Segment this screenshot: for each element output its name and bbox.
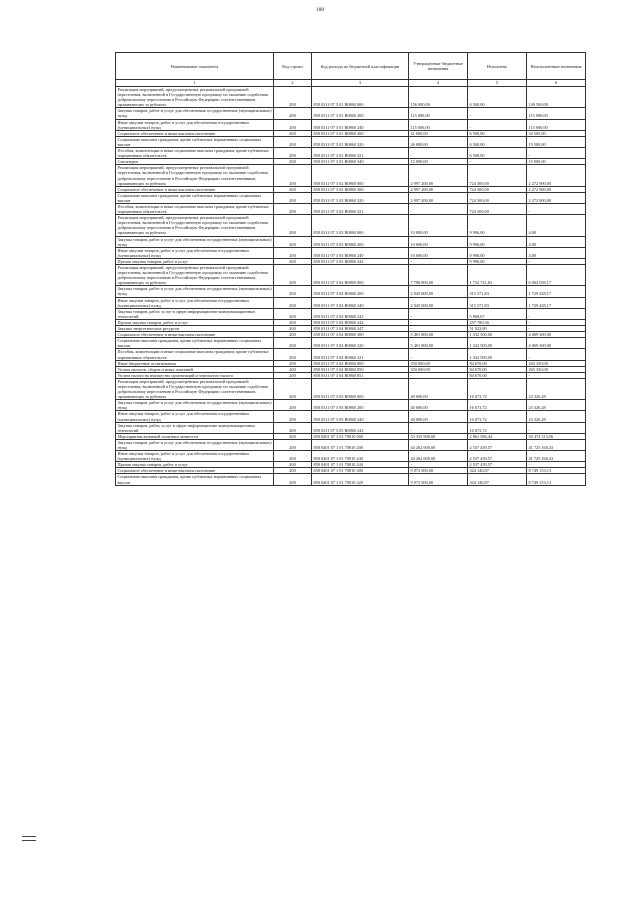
cell-executed: 315 571,83 (468, 297, 527, 308)
cell-classification: 858 0311 07 3 04 R0860 200 (312, 286, 409, 297)
cell-executed: 1 732 741,83 (468, 265, 527, 286)
cell-remaining: - (527, 148, 586, 159)
cell-approved: 350 000,00 (409, 360, 468, 366)
cell-remaining: - (527, 308, 586, 319)
column-number: 2 (274, 80, 312, 87)
column-number: 6 (527, 80, 586, 87)
cell-code: 200 (274, 411, 312, 422)
cell-executed: 2 537 439,57 (468, 462, 527, 468)
cell-remaining: 6 064 058,17 (527, 265, 586, 286)
cell-name: Социальные выплаты гражданам, кроме публичных нормативных социальных выплат (116, 136, 274, 147)
cell-remaining: 4,00 (527, 236, 586, 247)
cell-executed: 6 500,00 (468, 148, 527, 159)
cell-remaining: 115 000,00 (527, 108, 586, 119)
cell-remaining: 50 474 313,56 (527, 433, 586, 439)
cell-code: 200 (274, 108, 312, 119)
cell-code: 200 (274, 326, 312, 332)
cell-classification: 858 0311 07 3 01 R0860 340 (312, 159, 409, 165)
column-number: 5 (468, 80, 527, 87)
cell-name: Пособия, компенсации и иные социальные выплаты гражданам, кроме публичных нормативных обязательств (116, 203, 274, 214)
cell-classification: 858 0311 07 3 02 R0860 300 (312, 186, 409, 192)
cell-name: Мероприятия активной политики занятости (116, 433, 274, 439)
cell-code: 200 (274, 378, 312, 399)
cell-approved: - (409, 148, 468, 159)
cell-name: Закупка товаров, работ, услуг в сфере информационно-коммуникационных технологий (116, 308, 274, 319)
cell-name: Закупка товаров, работ и услуг для обеспечения государственных (муниципальных) нужд (117, 439, 272, 450)
cell-classification: 858 0401 07 1 01 70810 244 (312, 462, 409, 468)
cell-code: 200 (274, 247, 312, 258)
cell-approved: 44 262 600,00 (409, 439, 468, 450)
cell-remaining: 23 326,28 (527, 400, 586, 411)
cell-executed: 5 868,67 (468, 308, 527, 319)
cell-executed: 16 673,72 (468, 422, 527, 433)
table-row (116, 349, 586, 360)
cell-approved: 2 045 000,00 (409, 297, 468, 308)
cell-code: 200 (274, 165, 312, 186)
cell-executed: 84 670,00 (468, 372, 527, 378)
cell-name: Прочая закупка товаров, работ и услуг (116, 462, 274, 468)
margin-mark (22, 840, 36, 841)
table-row (116, 338, 586, 349)
cell-executed: 1 332 500,00 (468, 338, 527, 349)
cell-approved: - (409, 326, 468, 332)
cell-name: Иные закупки товаров, работ и услуг для обеспечения государственных (муниципальных) нужд (116, 119, 274, 130)
cell-code: 200 (274, 130, 312, 136)
cell-name: Иные закупки товаров, работ и услуг для обеспечения государственных (муниципальных) нужд (116, 411, 274, 422)
column-number: 4 (409, 80, 468, 87)
cell-approved: 26 000,00 (409, 136, 468, 147)
cell-executed: 6 500,00 (468, 136, 527, 147)
cell-code: 200 (274, 186, 312, 192)
cell-remaining: 149 500,00 (527, 87, 586, 108)
cell-code: 200 (274, 308, 312, 319)
cell-classification: 858 0401 07 1 01 70810 200 (312, 439, 409, 450)
table-row (116, 378, 586, 399)
cell-classification: 858 0311 07 3 03 R0860 200 (312, 236, 409, 247)
cell-code: 200 (274, 215, 312, 236)
cell-remaining: 23 326,28 (527, 378, 586, 399)
cell-executed: 2 537 439,57 (468, 451, 527, 462)
cell-remaining: - (527, 372, 586, 378)
cell-name: Реализация мероприятий, предусмотренных региональной программой переселения, включенной в Государственную программу по оказанию содействия добровольному переселению в Российскую Федерацию соотечественников, проживающих за рубежом (116, 265, 274, 286)
cell-classification: 858 0311 07 3 05 R0860 000 (312, 378, 409, 399)
cell-executed: 16 673,72 (468, 378, 527, 399)
cell-approved: 5 401 800,00 (409, 338, 468, 349)
table-row (116, 136, 586, 147)
cell-classification: 858 0311 07 3 03 R0860 244 (312, 258, 409, 264)
cell-classification: 858 0311 07 3 04 R0860 800 (312, 360, 409, 366)
cell-classification: 858 0311 07 3 05 R0860 242 (312, 422, 409, 433)
table-row (116, 215, 586, 236)
cell-name: Закупка товаров, работ и услуг для обеспечения государственных (муниципальных) нужд (117, 108, 272, 119)
table-row (116, 439, 586, 450)
cell-remaining: - (527, 462, 586, 468)
cell-executed: 2 861 586,44 (468, 433, 527, 439)
cell-executed: 6 500,00 (468, 87, 527, 108)
cell-classification: 858 0401 07 1 01 70810 240 (312, 451, 409, 462)
cell-approved: 2 045 000,00 (409, 286, 468, 297)
cell-name: Иные закупки товаров, работ и услуг для обеспечения государственных (муниципальных) нужд (116, 297, 274, 308)
cell-remaining: 34 500,00 (527, 130, 586, 136)
cell-remaining: 19 500,00 (527, 136, 586, 147)
cell-name: Прочая закупка товаров, работ и услуг (116, 258, 274, 264)
cell-classification: 858 0401 07 1 01 70810 000 (312, 433, 409, 439)
cell-approved: 40 000,00 (409, 378, 468, 399)
header-name: Наименование показателя (116, 53, 274, 80)
cell-name: Закупка товаров, работ и услуг для обеспечения государственных (муниципальных) нужд (117, 400, 272, 411)
cell-executed: 9 996,00 (468, 236, 527, 247)
cell-approved: 9 073 300,00 (409, 474, 468, 485)
cell-code: 200 (274, 319, 312, 325)
cell-approved: 7 796 800,00 (409, 265, 468, 286)
cell-executed: 724 300,00 (468, 192, 527, 203)
cell-classification: 858 0311 07 3 01 R0860 240 (312, 119, 409, 130)
cell-remaining: 1 729 428,17 (527, 297, 586, 308)
cell-code: 200 (274, 372, 312, 378)
cell-classification: 858 0311 07 3 04 R0860 320 (312, 338, 409, 349)
table-row (116, 451, 586, 462)
cell-remaining: 23 326,28 (527, 411, 586, 422)
column-number: 3 (312, 80, 409, 87)
cell-code: 200 (274, 148, 312, 159)
cell-name: Социальные выплаты гражданам, кроме публичных нормативных социальных выплат (116, 338, 274, 349)
cell-name: Социальное обеспечение и иные выплаты населению (116, 468, 274, 474)
cell-remaining: 8 749 153,13 (527, 468, 586, 474)
cell-approved: 53 335 900,00 (409, 433, 468, 439)
cell-remaining: - (527, 349, 586, 360)
cell-approved: 350 000,00 (409, 366, 468, 372)
cell-executed: 84 670,00 (468, 360, 527, 366)
budget-execution-table (115, 52, 586, 486)
cell-executed: 9 996,00 (468, 247, 527, 258)
cell-approved: 5 401 800,00 (409, 332, 468, 338)
header-executed: Исполнено (468, 53, 527, 80)
table-row (116, 422, 586, 433)
cell-name: Прочая закупка товаров, работ и услуг (116, 319, 274, 325)
cell-approved: 10 000,00 (409, 236, 468, 247)
cell-executed: 257 780,36 (468, 319, 527, 325)
table-row (116, 108, 586, 119)
header-code: Код строки (274, 53, 312, 80)
cell-remaining: 2 272 900,00 (527, 165, 586, 186)
cell-classification: 858 0311 07 3 04 R0860 244 (312, 319, 409, 325)
cell-code: 200 (274, 474, 312, 485)
cell-name: Реализация мероприятий, предусмотренных региональной программой переселения, включенной в Государственную программу по оказанию содействия добровольному переселению в Российскую Федерацию соотечественников, проживающих за рубежом (116, 215, 274, 236)
cell-executed: 16 673,72 (468, 411, 527, 422)
cell-classification: 858 0311 07 3 03 R0860 240 (312, 247, 409, 258)
table-row (116, 400, 586, 411)
cell-executed: 724 300,00 (468, 186, 527, 192)
cell-classification: 858 0401 07 1 01 70810 300 (312, 468, 409, 474)
cell-remaining: 4 069 300,00 (527, 332, 586, 338)
table-row (116, 192, 586, 203)
table-row (116, 308, 586, 319)
table-row (116, 119, 586, 130)
cell-executed: 2 537 439,57 (468, 439, 527, 450)
cell-classification: 858 0311 07 3 04 R0860 240 (312, 297, 409, 308)
cell-name: Социальные выплаты гражданам, кроме публичных нормативных социальных выплат (116, 192, 274, 203)
cell-approved: 2 997 200,00 (409, 165, 468, 186)
cell-code: 200 (274, 192, 312, 203)
cell-approved: 2 997 200,00 (409, 186, 468, 192)
cell-remaining: - (527, 258, 586, 264)
cell-approved: 44 262 600,00 (409, 451, 468, 462)
cell-remaining: 41 725 160,43 (527, 439, 586, 450)
cell-code: 200 (274, 87, 312, 108)
header-remaining: Неисполненные назначения (527, 53, 586, 80)
cell-executed: 1 332 500,00 (468, 349, 527, 360)
cell-name: Пособия, компенсации и иные социальные выплаты гражданам, кроме публичных нормативных обязательств (116, 148, 274, 159)
table-row (116, 236, 586, 247)
cell-name: Иные закупки товаров, работ и услуг для обеспечения государственных (муниципальных) нужд (116, 451, 274, 462)
cell-name: Закупка товаров, работ, услуг в сфере информационно-коммуникационных технологий (116, 422, 274, 433)
cell-code: 200 (274, 236, 312, 247)
cell-executed: 6 500,00 (468, 130, 527, 136)
cell-name: Закупка товаров, работ и услуг для обеспечения государственных (муниципальных) нужд (117, 236, 272, 247)
cell-classification: 858 0311 07 3 04 R0860 000 (312, 265, 409, 286)
cell-executed: 724 300,00 (468, 203, 527, 214)
cell-classification: 858 0311 07 3 01 R0860 300 (312, 130, 409, 136)
cell-approved: - (409, 349, 468, 360)
cell-classification: 858 0311 07 3 04 R0860 851 (312, 372, 409, 378)
cell-code: 200 (274, 203, 312, 214)
cell-classification: 858 0311 07 3 01 R0860 200 (312, 108, 409, 119)
cell-code: 200 (274, 422, 312, 433)
table-header-row (116, 53, 586, 80)
cell-code: 200 (274, 366, 312, 372)
cell-executed: 324 146,87 (468, 474, 527, 485)
cell-remaining: 8 749 153,13 (527, 474, 586, 485)
margin-mark (22, 836, 36, 837)
cell-remaining: 4,00 (527, 247, 586, 258)
cell-approved: 40 000,00 (409, 400, 468, 411)
cell-code: 200 (274, 332, 312, 338)
column-number-row (116, 80, 586, 87)
cell-approved: - (409, 372, 468, 378)
table-row (116, 286, 586, 297)
cell-classification: 858 0401 07 1 01 70810 320 (312, 474, 409, 485)
cell-remaining: 15 000,00 (527, 159, 586, 165)
cell-name: Социальные выплаты гражданам, кроме публичных нормативных социальных выплат (116, 474, 274, 485)
cell-executed: - (468, 108, 527, 119)
column-number: 1 (116, 80, 274, 87)
cell-classification: 858 0311 07 3 04 R0860 247 (312, 326, 409, 332)
cell-approved: 10 000,00 (409, 215, 468, 236)
cell-executed: 9 996,00 (468, 215, 527, 236)
cell-executed: - (468, 119, 527, 130)
cell-remaining: - (527, 326, 586, 332)
cell-executed: 724 300,00 (468, 165, 527, 186)
cell-name: Иные закупки товаров, работ и услуг для обеспечения государственных (муниципальных) нужд (116, 247, 274, 258)
cell-name: Уплата налогов, сборов и иных платежей (116, 366, 274, 372)
cell-code: 200 (274, 258, 312, 264)
cell-classification: 858 0311 07 3 03 R0860 000 (312, 215, 409, 236)
cell-remaining: 115 000,00 (527, 119, 586, 130)
cell-classification: 858 0311 07 3 02 R0860 321 (312, 203, 409, 214)
cell-classification: 858 0311 07 3 01 R0860 000 (312, 87, 409, 108)
cell-executed: 315 571,83 (468, 286, 527, 297)
cell-code: 200 (274, 468, 312, 474)
cell-remaining: 2 272 900,00 (527, 186, 586, 192)
cell-approved: 115 000,00 (409, 108, 468, 119)
cell-remaining: - (527, 203, 586, 214)
cell-remaining: 41 725 160,43 (527, 451, 586, 462)
cell-name: Социальное обеспечение и иные выплаты населению (116, 130, 274, 136)
cell-approved: - (409, 258, 468, 264)
cell-name: Реализация мероприятий, предусмотренных региональной программой переселения, включенной в Государственную программу по оказанию содействия добровольному переселению в Российскую Федерацию соотечественников, проживающих за рубежом (116, 378, 274, 399)
cell-remaining: - (527, 422, 586, 433)
cell-classification: 858 0311 07 3 02 R0860 000 (312, 165, 409, 186)
cell-code: 200 (274, 159, 312, 165)
cell-approved: - (409, 319, 468, 325)
cell-remaining: 2 272 900,00 (527, 192, 586, 203)
table-row (116, 87, 586, 108)
cell-remaining: 265 330,00 (527, 366, 586, 372)
cell-approved: 156 000,00 (409, 87, 468, 108)
cell-code: 200 (274, 462, 312, 468)
cell-remaining: 4 069 300,00 (527, 338, 586, 349)
cell-name: Уплата налога на имущество организаций и земельного налога (116, 372, 274, 378)
cell-code: 200 (274, 400, 312, 411)
cell-code: 200 (274, 360, 312, 366)
cell-approved: 10 000,00 (409, 247, 468, 258)
table-row (116, 297, 586, 308)
cell-approved: 2 997 200,00 (409, 192, 468, 203)
cell-approved: - (409, 203, 468, 214)
cell-executed: 1 332 500,00 (468, 332, 527, 338)
table-row (116, 148, 586, 159)
table-row (116, 165, 586, 186)
cell-approved: 9 073 300,00 (409, 468, 468, 474)
cell-executed: 16 673,72 (468, 400, 527, 411)
cell-name: Иные бюджетные ассигнования (116, 360, 274, 366)
cell-approved: 115 000,00 (409, 119, 468, 130)
cell-executed: - (468, 159, 527, 165)
cell-name: Закупка товаров, работ и услуг для обеспечения государственных (муниципальных) нужд (117, 286, 272, 297)
cell-name: Социальное обеспечение и иные выплаты населению (116, 186, 274, 192)
table-row (116, 203, 586, 214)
cell-classification: 858 0311 07 3 04 R0860 850 (312, 366, 409, 372)
cell-approved: 40 000,00 (409, 411, 468, 422)
cell-code: 200 (274, 265, 312, 286)
cell-classification: 858 0311 07 3 04 R0860 321 (312, 349, 409, 360)
cell-name: Закупка энергетических ресурсов (116, 326, 274, 332)
table-row (116, 247, 586, 258)
cell-approved: - (409, 422, 468, 433)
cell-remaining: 265 330,00 (527, 360, 586, 366)
cell-executed: 51 922,80 (468, 326, 527, 332)
cell-approved: 41 000,00 (409, 130, 468, 136)
cell-classification: 858 0311 07 3 02 R0860 320 (312, 192, 409, 203)
cell-approved: - (409, 462, 468, 468)
cell-code: 200 (274, 286, 312, 297)
table-row (116, 411, 586, 422)
cell-code: 200 (274, 349, 312, 360)
cell-classification: 858 0311 07 3 01 R0860 320 (312, 136, 409, 147)
table-row (116, 474, 586, 485)
cell-remaining: 4,00 (527, 215, 586, 236)
cell-approved: 15 000,00 (409, 159, 468, 165)
cell-name: Реализация мероприятий, предусмотренных региональной программой переселения, включенной в Государственную программу по оказанию содействия добровольному переселению в Российскую Федерацию соотечественников, проживающих за рубежом (116, 165, 274, 186)
header-classification: Код расхода по бюджетной классификации (312, 53, 409, 80)
cell-classification: 858 0311 07 3 01 R0860 321 (312, 148, 409, 159)
cell-executed: 84 670,00 (468, 366, 527, 372)
cell-code: 200 (274, 451, 312, 462)
cell-classification: 858 0311 07 3 04 R0860 300 (312, 332, 409, 338)
cell-approved: - (409, 308, 468, 319)
cell-executed: 324 146,87 (468, 468, 527, 474)
page-number: 180 (315, 7, 325, 13)
cell-name: Социальное обеспечение и иные выплаты населению (116, 332, 274, 338)
cell-remaining: - (527, 319, 586, 325)
cell-classification: 858 0311 07 3 05 R0860 200 (312, 400, 409, 411)
cell-classification: 858 0311 07 3 05 R0860 240 (312, 411, 409, 422)
cell-code: 200 (274, 439, 312, 450)
cell-code: 200 (274, 338, 312, 349)
cell-remaining: 1 729 428,17 (527, 286, 586, 297)
cell-code: 200 (274, 119, 312, 130)
cell-code: 200 (274, 136, 312, 147)
cell-name: Реализация мероприятий, предусмотренных региональной программой переселения, включенной в Государственную программу по оказанию содействия добровольному переселению в Российскую Федерацию соотечественников, проживающих за рубежом (116, 87, 274, 108)
cell-executed: 9 996,00 (468, 258, 527, 264)
header-approved: Утвержденные бюджетные назначения (409, 53, 468, 80)
table-row (116, 265, 586, 286)
cell-name: Пособия, компенсации и иные социальные выплаты гражданам, кроме публичных нормативных обязательств (116, 349, 274, 360)
cell-name: Стипендии (116, 159, 274, 165)
cell-classification: 858 0311 07 3 04 R0860 242 (312, 308, 409, 319)
cell-code: 200 (274, 297, 312, 308)
cell-code: 200 (274, 433, 312, 439)
